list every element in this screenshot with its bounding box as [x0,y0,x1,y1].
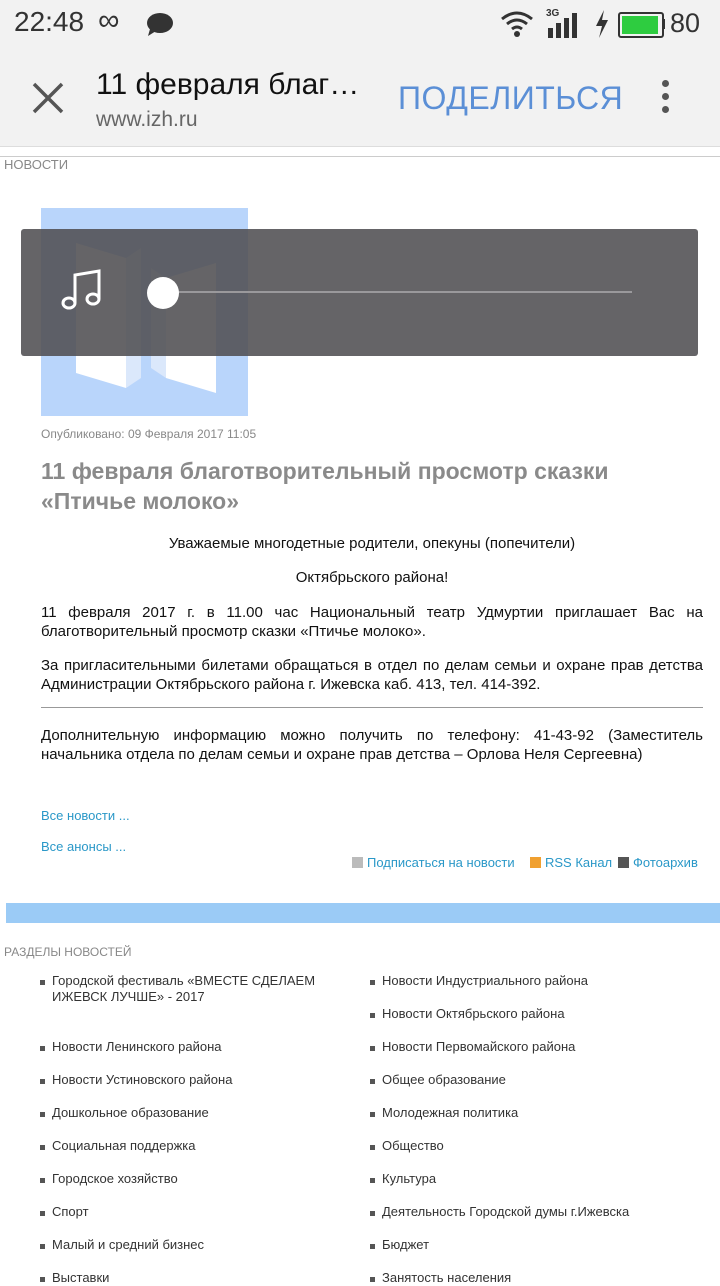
rss-icon [530,857,541,868]
charging-icon [594,10,610,38]
subscribe-link[interactable] [352,855,515,870]
signal-icon [546,10,584,38]
section-label-news: НОВОСТИ [4,157,69,172]
all-announcements-link[interactable]: Все анонсы ... [41,839,127,854]
page-title: 11 февраля благ… [96,68,360,101]
camera-icon [618,857,629,868]
music-note-icon [61,269,103,313]
section-divider-bar [6,903,720,923]
category-link[interactable]: Дошкольное образование [52,1105,209,1120]
all-news-link[interactable]: Все новости ... [41,808,130,823]
browser-toolbar [0,50,720,146]
section-label-categories: РАЗДЕЛЫ НОВОСТЕЙ [4,945,132,959]
seek-handle[interactable] [147,277,179,309]
category-link[interactable]: Занятость населения [382,1270,512,1285]
category-link[interactable]: Малый и средний бизнес [52,1237,205,1252]
share-button[interactable]: ПОДЕЛИТЬСЯ [398,80,624,116]
category-link[interactable]: Деятельность Городской думы г.Ижевска [382,1204,630,1219]
category-link[interactable]: Культура [382,1171,437,1186]
chat-icon [146,12,174,36]
battery-icon [618,12,664,38]
close-icon[interactable] [30,80,66,116]
rss-link[interactable] [530,855,612,870]
divider [0,146,720,147]
divider [41,707,703,708]
network-type: 3G [546,8,560,19]
photo-archive-link[interactable] [618,855,698,870]
greeting-line: Октябрьского района! [295,569,449,586]
article-paragraph: Дополнительную информацию можно получить по телефону: 41-43-92 (Заместитель начальника отдела по делам семьи и охране прав детства – Орлова Неля Сергеевна) [41,727,703,763]
seek-track[interactable] [161,291,632,293]
greeting-line: Уважаемые многодетные родители, опекуны (попечители) [168,535,576,552]
audio-player [21,229,698,356]
category-link[interactable]: Городское хозяйство [52,1171,178,1186]
category-link[interactable]: Новости Индустриального района [382,973,589,988]
divider [0,156,720,157]
article-paragraph: 11 февраля 2017 г. в 11.00 час Национальный театр Удмуртии приглашает Вас на благотворительный просмотр сказки «Птичье молоко». [41,604,703,640]
publish-date: Опубликовано: 09 Февраля 2017 11:05 [41,427,257,441]
infinity-icon: ∞ [98,4,120,37]
page-url: www.izh.ru [96,108,198,131]
category-link[interactable]: Выставки [52,1270,110,1285]
category-link[interactable]: Городской фестиваль «ВМЕСТЕ СДЕЛАЕМ ИЖЕВСК ЛУЧШЕ» - 2017 [52,973,342,1005]
category-link[interactable]: Молодежная политика [382,1105,519,1120]
status-bar [0,0,720,50]
battery-level: 80 [670,8,701,38]
subscribe-link-label: Подписаться на новости [367,855,515,870]
category-link[interactable]: Новости Первомайского района [382,1039,576,1054]
category-link[interactable]: Общество [382,1138,444,1153]
category-link[interactable]: Общее образование [382,1072,506,1087]
rss-link-label: RSS Канал [545,855,613,870]
overflow-menu-icon[interactable] [662,80,669,119]
category-link[interactable]: Спорт [52,1204,89,1219]
article-headline: 11 февраля благотворительный просмотр сказки «Птичье молоко» [41,458,609,514]
category-link[interactable]: Социальная поддержка [52,1138,196,1153]
category-link[interactable]: Новости Устиновского района [52,1072,233,1087]
subscribe-icon [352,857,363,868]
photo-archive-link-label: Фотоархив [633,855,698,870]
category-link[interactable]: Бюджет [382,1237,430,1252]
article-paragraph: За пригласительными билетами обращаться в отдел по делам семьи и охране прав детства Администрации Октябрьского района г. Ижевска каб. 413, тел. 414-392. [41,657,703,693]
clock: 22:48 [14,6,85,37]
wifi-icon [500,10,534,38]
category-link[interactable]: Новости Ленинского района [52,1039,222,1054]
category-link[interactable]: Новости Октябрьского района [382,1006,565,1021]
